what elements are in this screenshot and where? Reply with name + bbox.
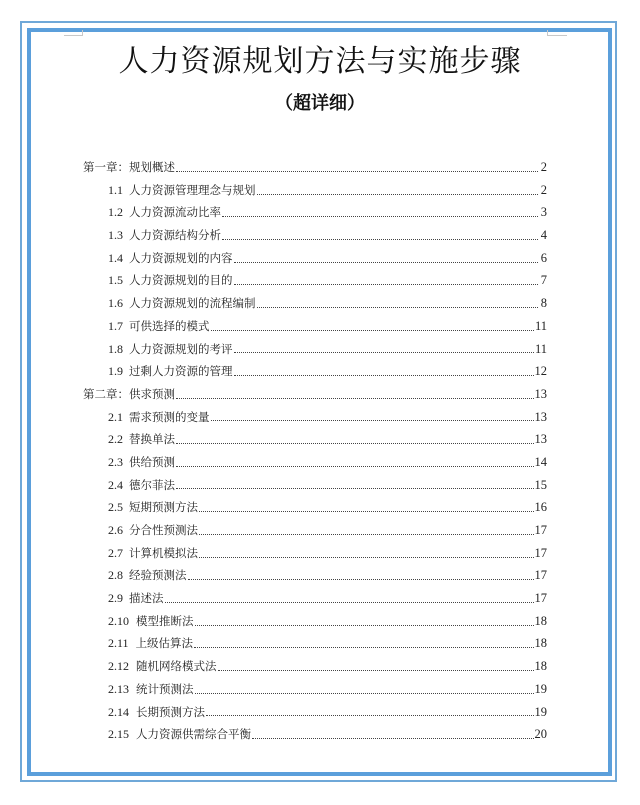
dot-leader [211, 419, 534, 421]
toc-section-number: 2.7 [108, 545, 123, 560]
toc-page-number: 17 [534, 545, 547, 560]
toc-entry-label: 人力资源供需综合平衡 [136, 727, 251, 742]
toc-section-number: 2.10 [108, 613, 129, 628]
toc-entry-1-5[interactable] [83, 269, 547, 292]
toc-entry-label: 计算机模拟法 [129, 545, 198, 560]
table-of-contents [83, 156, 547, 746]
toc-entry-2-4[interactable] [83, 474, 547, 497]
dot-leader [257, 193, 539, 195]
dot-leader [234, 351, 534, 353]
crop-mark-top-left [64, 35, 82, 36]
dot-leader [234, 374, 534, 376]
dot-leader [176, 170, 538, 172]
toc-entry-1-6[interactable] [83, 292, 547, 315]
toc-section-number: 2.1 [108, 409, 123, 424]
toc-page-number: 13 [534, 432, 547, 447]
toc-entry-1-9[interactable] [83, 360, 547, 383]
toc-page-number: 2 [540, 160, 547, 174]
toc-page-number: 3 [540, 205, 547, 220]
toc-entry-label: 模型推断法 [136, 613, 194, 628]
toc-entry-label: 人力资源流动比率 [129, 205, 221, 220]
toc-entry-1-4[interactable] [83, 247, 547, 270]
toc-entry-label: 人力资源规划的目的 [129, 273, 233, 288]
toc-entry-label: 上级估算法 [135, 636, 194, 651]
toc-section-number: 2.3 [108, 454, 123, 469]
document-subtitle: （超详细） [275, 93, 365, 114]
toc-entry-label: 人力资源结构分析 [129, 228, 221, 243]
toc-section-number: 2.8 [108, 568, 123, 583]
toc-entry-label: 可供选择的模式 [129, 318, 210, 333]
toc-entry-label: 过剩人力资源的管理 [129, 364, 233, 379]
toc-section-number: 1.5 [108, 273, 123, 288]
toc-page-number: 7 [540, 273, 547, 288]
toc-entry-label: 短期预测方法 [129, 500, 198, 515]
toc-page-number: 19 [534, 704, 547, 719]
toc-entry-2-1[interactable] [83, 406, 547, 429]
crop-mark-top-right [547, 35, 567, 36]
toc-section-number: 1.9 [108, 364, 123, 379]
toc-entry-label: 描述法 [129, 591, 164, 606]
toc-page-number: 15 [534, 477, 547, 492]
toc-entry-2-14[interactable] [83, 701, 547, 724]
toc-section-number: 2.9 [108, 591, 123, 606]
toc-entry-2-10[interactable] [83, 610, 547, 633]
dot-leader [176, 487, 534, 489]
toc-entry-2-2[interactable] [83, 428, 547, 451]
toc-section-number: 1.3 [108, 228, 123, 243]
toc-page-number: 17 [534, 523, 547, 537]
toc-page-number: 20 [534, 727, 547, 742]
toc-entry-label: 人力资源规划的考评 [129, 341, 233, 356]
toc-entry-2-9[interactable] [83, 587, 547, 610]
toc-entry-2-5[interactable] [83, 496, 547, 519]
crop-mark-top-left-vertical [82, 30, 83, 36]
dot-leader [222, 238, 538, 240]
toc-entry-chapter-2[interactable] [83, 383, 547, 406]
dot-leader [199, 510, 534, 512]
toc-entry-2-6[interactable] [83, 519, 547, 542]
dot-leader [252, 737, 534, 739]
toc-page-number: 16 [534, 500, 547, 515]
toc-entry-label: 第一章：规划概述 [83, 160, 175, 174]
toc-entry-label: 第二章：供求预测 [83, 386, 175, 401]
toc-page-number: 17 [534, 568, 547, 583]
toc-entry-1-1[interactable] [83, 179, 547, 202]
toc-section-number: 2.14 [108, 704, 129, 719]
dot-leader [218, 669, 534, 671]
dot-leader [211, 329, 534, 331]
dot-leader [199, 556, 534, 558]
toc-section-number: 2.12 [108, 659, 129, 674]
dot-leader [222, 215, 538, 217]
dot-leader [188, 578, 534, 580]
toc-entry-chapter-1[interactable] [83, 156, 547, 179]
toc-page-number: 2 [540, 182, 547, 197]
toc-page-number: 18 [534, 659, 547, 674]
dot-leader [199, 533, 534, 535]
toc-section-number: 1.1 [108, 182, 123, 197]
toc-entry-label: 德尔菲法 [129, 477, 175, 492]
toc-entry-1-7[interactable] [83, 315, 547, 338]
dot-leader [195, 692, 534, 694]
dot-leader [176, 465, 534, 467]
toc-entry-label: 长期预测方法 [136, 704, 205, 719]
dot-leader [234, 261, 539, 263]
dot-leader [195, 624, 534, 626]
dot-leader [176, 442, 534, 444]
toc-page-number: 11 [534, 341, 547, 356]
toc-entry-label: 随机网络模式法 [136, 659, 217, 674]
toc-page-number: 14 [534, 454, 547, 469]
toc-entry-2-11[interactable] [83, 632, 547, 655]
toc-entry-2-13[interactable] [83, 678, 547, 701]
toc-section-number: 1.8 [108, 341, 123, 356]
toc-entry-label: 人力资源规划的流程编制 [129, 296, 256, 311]
toc-section-number: 2.13 [108, 681, 129, 696]
dot-leader [234, 283, 539, 285]
toc-section-number: 1.7 [108, 318, 123, 333]
toc-page-number: 13 [534, 386, 547, 401]
toc-section-number: 2.5 [108, 500, 123, 515]
toc-section-number: 2.2 [108, 432, 123, 447]
toc-page-number: 8 [540, 296, 547, 311]
crop-mark-top-right-vertical [547, 30, 548, 36]
toc-page-number: 18 [534, 636, 547, 651]
toc-page-number: 6 [540, 250, 547, 265]
toc-entry-2-8[interactable] [83, 564, 547, 587]
toc-section-number: 2.15 [108, 727, 129, 742]
toc-entry-2-3[interactable] [83, 451, 547, 474]
toc-page-number: 19 [534, 681, 547, 696]
toc-entry-label: 统计预测法 [136, 681, 194, 696]
toc-entry-1-3[interactable] [83, 224, 547, 247]
toc-entry-label: 人力资源管理理念与规划 [129, 182, 256, 197]
toc-entry-label: 供给预测 [129, 454, 175, 469]
toc-entry-label: 分合性预测法 [129, 523, 198, 537]
toc-section-number: 2.11 [108, 636, 129, 651]
toc-page-number: 13 [534, 409, 547, 424]
toc-entry-label: 经验预测法 [129, 568, 187, 583]
toc-section-number: 2.6 [108, 523, 123, 537]
toc-entry-2-12[interactable] [83, 655, 547, 678]
toc-entry-label: 替换单法 [129, 432, 175, 447]
toc-section-number: 1.2 [108, 205, 123, 220]
dot-leader [257, 306, 539, 308]
dot-leader [176, 397, 534, 399]
toc-page-number: 12 [534, 364, 547, 379]
toc-entry-label: 人力资源规划的内容 [129, 250, 233, 265]
toc-entry-label: 需求预测的变量 [129, 409, 210, 424]
toc-entry-1-8[interactable] [83, 338, 547, 361]
toc-page-number: 4 [540, 228, 547, 243]
dot-leader [206, 714, 534, 716]
toc-page-number: 18 [534, 613, 547, 628]
toc-page-number: 11 [534, 318, 547, 333]
toc-entry-2-7[interactable] [83, 542, 547, 565]
toc-page-number: 17 [534, 591, 547, 606]
toc-entry-1-2[interactable] [83, 201, 547, 224]
dot-leader [165, 601, 534, 603]
toc-section-number: 2.4 [108, 477, 123, 492]
toc-section-number: 1.6 [108, 296, 123, 311]
toc-entry-2-15[interactable] [83, 723, 547, 746]
document-title: 人力资源规划方法与实施步骤 [118, 44, 522, 79]
dot-leader [194, 646, 533, 648]
toc-section-number: 1.4 [108, 250, 123, 265]
